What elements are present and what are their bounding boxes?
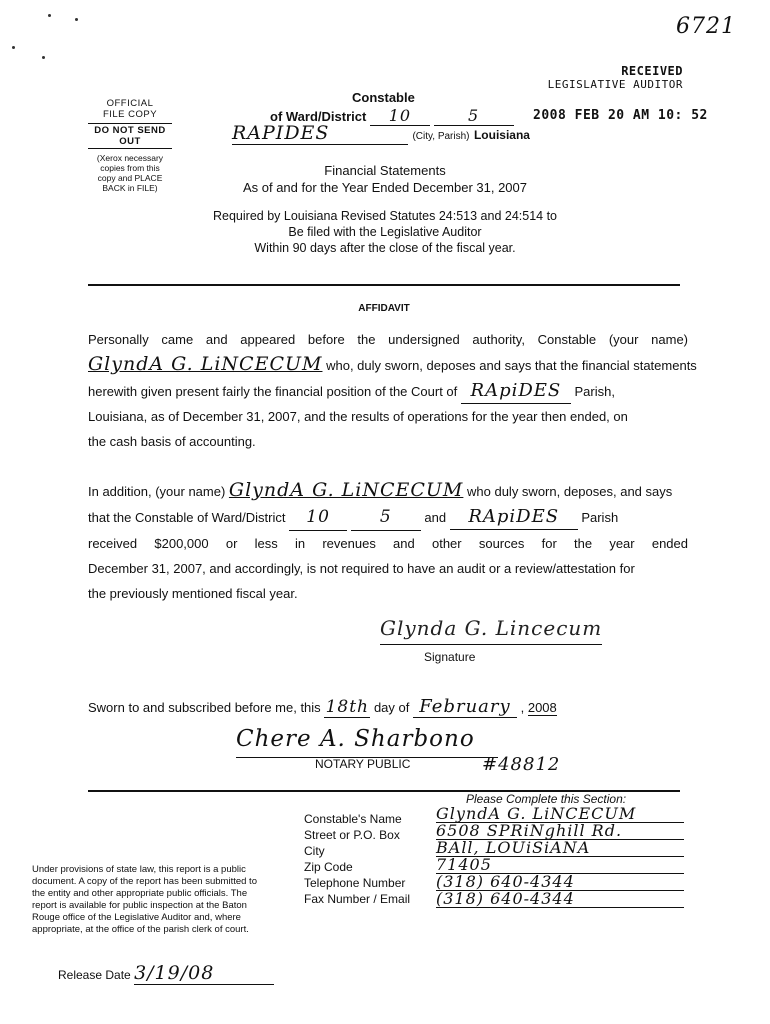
official-file-copy-box bbox=[88, 98, 172, 193]
release-date bbox=[58, 962, 274, 985]
zip-label: Zip Code bbox=[304, 860, 353, 874]
p2-line bbox=[88, 504, 688, 531]
divider bbox=[88, 284, 680, 286]
disclaimer-line: report is available for public inspection at the Baton bbox=[32, 900, 247, 911]
district-value: 5 bbox=[351, 505, 421, 531]
file-copy-label: FILE COPY bbox=[102, 109, 158, 120]
release-value: 3/19/08 bbox=[134, 962, 274, 985]
received-stamp bbox=[528, 64, 683, 91]
name-value: GlyndA G. LiNCECUM bbox=[436, 806, 684, 823]
notary-label: NOTARY PUBLIC bbox=[315, 757, 411, 771]
period-text: As of and for the Year Ended December 31, 2007 bbox=[242, 180, 528, 195]
parish-value: RApiDES bbox=[450, 504, 578, 530]
p2-line: received $200,000 or less in revenues and other sources for the year ended bbox=[88, 536, 688, 551]
official-label: OFFICIAL bbox=[106, 98, 154, 109]
public-document-disclaimer bbox=[32, 864, 302, 936]
p2-text: who duly sworn, deposes, and says bbox=[467, 484, 673, 499]
city-label: City bbox=[304, 844, 325, 858]
fin-statements-title: Financial Statements bbox=[324, 163, 446, 178]
constable-name: GlyndA G. LiNCECUM bbox=[88, 353, 323, 375]
sworn-day-of: day of bbox=[373, 700, 410, 715]
ward-value: 10 bbox=[370, 106, 430, 126]
requirement-block bbox=[150, 208, 620, 256]
note-line: (Xerox necessary bbox=[96, 153, 164, 163]
note-line: BACK in FILE) bbox=[102, 183, 158, 193]
p2-line: December 31, 2007, and accordingly, is not required to have an audit or a review/attestation for bbox=[88, 561, 635, 576]
note-line: copies from this bbox=[100, 163, 160, 173]
note-line: copy and PLACE bbox=[97, 173, 163, 183]
name-label: Constable's Name bbox=[304, 812, 402, 826]
ward-label: of Ward/District bbox=[270, 109, 367, 124]
sworn-day: 18th bbox=[325, 697, 370, 717]
constable-title: Constable bbox=[352, 90, 415, 105]
disclaimer-line: appropriate, at the office of the parish clerk of court. bbox=[32, 924, 249, 935]
p2-text: that the Constable of Ward/District bbox=[88, 510, 286, 525]
parish-line bbox=[232, 122, 530, 145]
header-block bbox=[180, 162, 590, 196]
do-not-send-label: DO NOT SEND OUT bbox=[88, 123, 172, 149]
court-parish: RApiDES bbox=[461, 378, 571, 404]
contact-values bbox=[436, 806, 684, 908]
p2-text: and bbox=[424, 510, 447, 525]
city-parish-label: (City, Parish) bbox=[412, 131, 470, 142]
disclaimer-line: Under provisions of state law, this report is a public bbox=[32, 864, 246, 875]
disclaimer-line: the entity and other appropriate public officials. The bbox=[32, 888, 248, 899]
p1-text: herewith given present fairly the financial position of the Court of bbox=[88, 384, 458, 399]
auditor-label: LEGISLATIVE AUDITOR bbox=[547, 78, 683, 91]
sworn-month: February bbox=[413, 696, 517, 718]
p1-line: the cash basis of accounting. bbox=[88, 434, 256, 449]
district-value: 5 bbox=[434, 106, 514, 126]
p1-line bbox=[88, 378, 688, 404]
p1-text: Parish, bbox=[574, 384, 615, 399]
notary-number: #48812 bbox=[482, 754, 561, 775]
street-label: Street or P.O. Box bbox=[304, 828, 400, 842]
p2-text: In addition, (your name) bbox=[88, 484, 226, 499]
sworn-year: 2008 bbox=[527, 700, 557, 715]
document-number: 6721 bbox=[676, 14, 736, 39]
p2-text: Parish bbox=[581, 510, 619, 525]
affidavit-title: AFFIDAVIT bbox=[358, 303, 410, 314]
release-label: Release Date bbox=[58, 968, 131, 982]
contact-labels bbox=[304, 812, 410, 908]
phone-label: Telephone Number bbox=[304, 876, 406, 890]
requirement-line: Required by Louisiana Revised Statutes 24:513 and 24:514 to bbox=[213, 209, 557, 223]
street-value: 6508 SPRiNghill Rd. bbox=[436, 823, 684, 840]
signature-label: Signature bbox=[424, 650, 476, 664]
p1-line: Louisiana, as of December 31, 2007, and the results of operations for the year then ended, on bbox=[88, 409, 628, 424]
sworn-text: Sworn to and subscribed before me, this bbox=[88, 700, 321, 715]
sworn-line: Sworn to and subscribed before me, this 18th day of February , 2008 bbox=[88, 696, 557, 717]
header-parish-value: RAPIDES bbox=[232, 122, 408, 145]
zip-value: 71405 bbox=[436, 857, 684, 874]
city-value: BAll, LOUiSiANA bbox=[436, 840, 684, 857]
p1-text: who, duly sworn, deposes and says that the financial statements bbox=[326, 358, 697, 373]
p1-line: Personally came and appeared before the undersigned authority, Constable (your name) bbox=[88, 332, 688, 347]
disclaimer-line: Rouge office of the Legislative Auditor and, where bbox=[32, 912, 241, 923]
affidavit-paragraph-1 bbox=[88, 327, 697, 454]
p2-line: the previously mentioned fiscal year. bbox=[88, 586, 298, 601]
fax-label: Fax Number / Email bbox=[304, 892, 411, 906]
received-label: RECEIVED bbox=[621, 64, 683, 78]
constable-signature: Glynda G. Lincecum bbox=[380, 616, 603, 640]
ward-value: 10 bbox=[289, 505, 347, 531]
stamp-date: 2008 FEB 20 AM 10: 52 bbox=[533, 108, 708, 123]
requirement-line: Be filed with the Legislative Auditor bbox=[288, 225, 482, 239]
p1-line bbox=[88, 352, 697, 378]
phone-value: (318) 640-4344 bbox=[436, 874, 684, 891]
constable-name: GlyndA G. LiNCECUM bbox=[228, 479, 464, 501]
affidavit-paragraph-2 bbox=[88, 478, 688, 606]
fax-value: (318) 640-4344 bbox=[436, 891, 684, 908]
contact-instruction: Please Complete this Section: bbox=[466, 792, 627, 806]
disclaimer-line: document. A copy of the report has been submitted to bbox=[32, 876, 257, 887]
p2-line bbox=[88, 478, 688, 504]
notary-signature: Chere A. Sharbono bbox=[236, 726, 475, 752]
requirement-line: Within 90 days after the close of the fiscal year. bbox=[254, 241, 516, 255]
state-label: Louisiana bbox=[473, 128, 530, 142]
